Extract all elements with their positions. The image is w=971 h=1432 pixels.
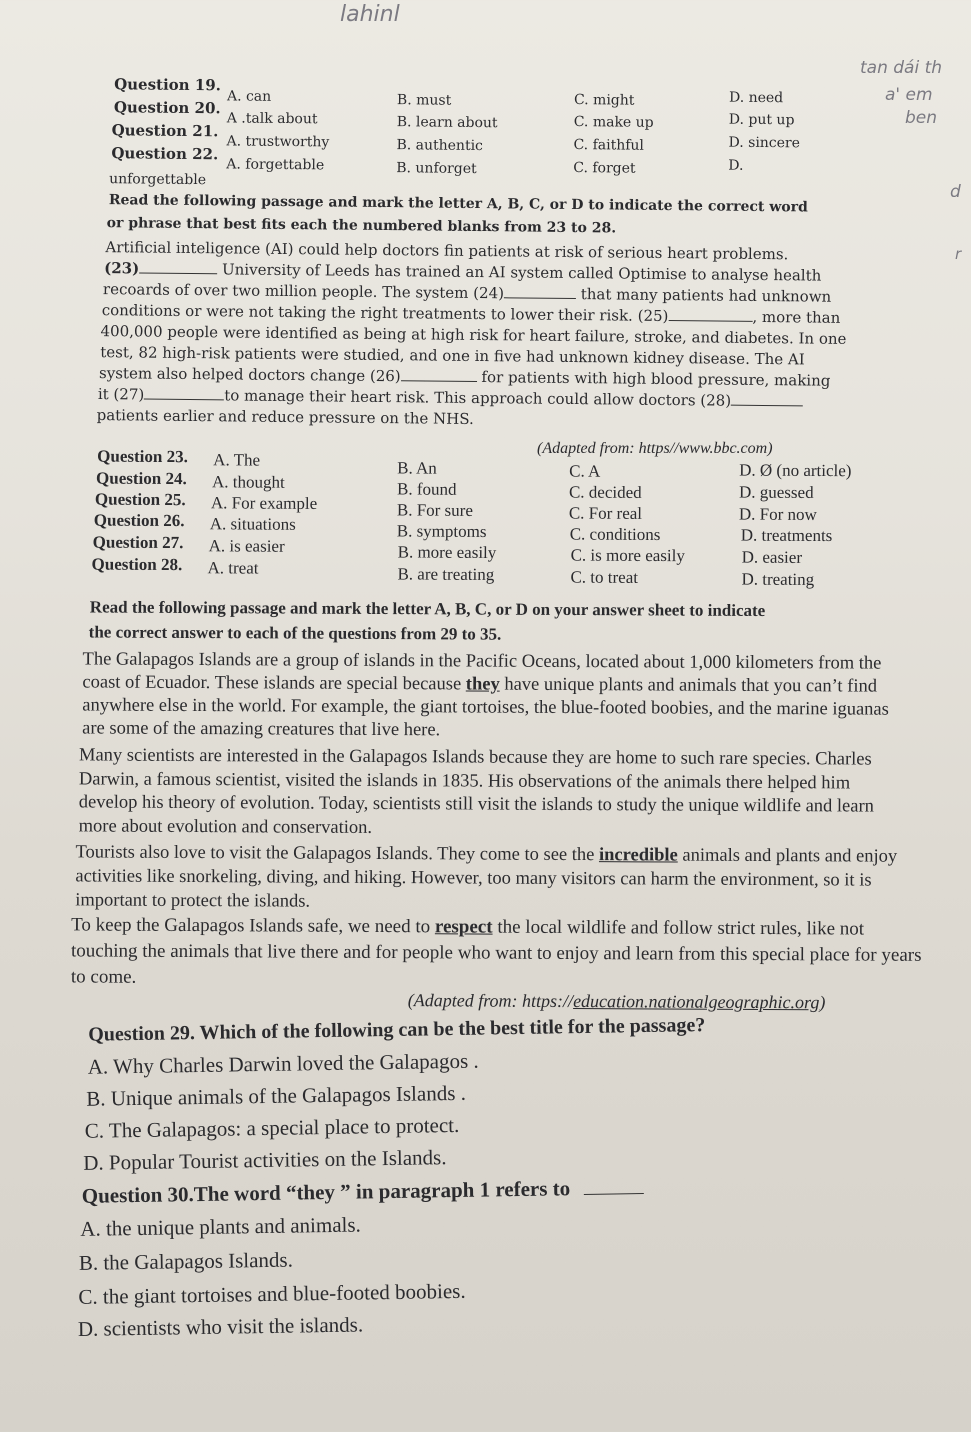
option-d: D.: [728, 157, 744, 174]
option-d: D. Ø (no article): [739, 460, 852, 481]
question-label: Question 28.: [91, 554, 183, 575]
blank-26: [401, 380, 477, 382]
instruction-line-2: the correct answer to each of the questions from 29 to 35.: [88, 622, 502, 644]
option-c: C. might: [573, 92, 635, 109]
option-d-continued: unforgettable: [109, 171, 207, 189]
instruction-line-1: Read the following passage and mark the letter A, B, C, or D on your answer sheet to indicate: [89, 597, 766, 621]
handwriting-side-2: ben: [905, 108, 938, 128]
option-b: B. are treating: [397, 564, 495, 585]
instruction-line-1: Read the following passage and mark the letter A, B, C, or D to indicate the correct word: [108, 192, 808, 216]
option-b: B. unforget: [396, 160, 477, 178]
option-d: D. sincere: [728, 134, 801, 152]
option-a: A. forgettable: [226, 156, 325, 174]
blank-30: [584, 1193, 644, 1195]
option-d: D. treatments: [740, 525, 833, 546]
paragraph-text: Tourists also love to visit the Galapagos Islands. They come to see the: [75, 842, 600, 866]
option-c: C. conditions: [569, 524, 661, 545]
question-label: Question 26.: [93, 510, 185, 531]
question-label: Question 21.: [111, 121, 219, 141]
question-label: Question 24.: [96, 468, 187, 489]
blank-28: [731, 405, 803, 407]
source-end: ): [819, 992, 826, 1013]
blank-27: [144, 399, 224, 401]
option-b: B. For sure: [396, 500, 473, 520]
option-c: C. faithful: [573, 137, 645, 154]
paragraph-text: the local wildlife and follow strict rules, like not touching the animals that live there and for people who want to enjoy and learn from this special place for years to come.: [70, 916, 922, 988]
word-incredible: incredible: [598, 845, 678, 866]
source-bbc: (Adapted from: https//www.bbc.com): [537, 440, 773, 457]
option-a: A. treat: [207, 558, 259, 578]
line-text: to manage their heart risk. This approach could allow doctors (28): [224, 386, 732, 410]
blank-23: [139, 272, 217, 274]
blank-24: [504, 297, 576, 299]
option-d: D. guessed: [738, 482, 814, 502]
option-b: B. learn about: [396, 114, 498, 132]
option-c: C. make up: [573, 114, 654, 131]
option-a: A. is easier: [208, 536, 285, 556]
question-30-option-d: D. scientists who visit the islands.: [77, 1312, 364, 1341]
handwriting-side-1: a' em: [885, 85, 933, 105]
blank-25: [668, 320, 752, 322]
question-label: Question 20.: [113, 98, 221, 118]
word-respect: respect: [434, 916, 493, 938]
source-link: education.nationalgeographic.org: [573, 991, 820, 1013]
question-29-option-c: C. The Galapagos: a special place to protect.: [84, 1112, 460, 1143]
source-label: (Adapted from: https://: [407, 990, 574, 1012]
paragraph-text: To keep the Galapagos Islands safe, we need to: [71, 914, 435, 938]
option-a: A. can: [226, 88, 272, 105]
option-c: C. decided: [568, 482, 642, 502]
paragraph-1: [82, 648, 900, 744]
question-30-option-a: A. the unique plants and animals.: [80, 1212, 361, 1241]
paragraph-2: Many scientists are interested in the Galapagos Islands because they are home to such rare species. Charles Darwin, a famous scientist, visited the islands in 1835. His observations of the animals there helped him develop his theory of evolution. Today, scientists still visit the islands to study the unique wildlife and learn more about evolution and conservation.: [78, 745, 874, 838]
blank-23-text: University of Leeds has trained an AI system called Optimise to analyse health: [221, 260, 822, 285]
option-c: C. For real: [568, 503, 643, 523]
option-c: C. A: [569, 461, 601, 481]
line-text: conditions or were not taking the right treatments to lower their risk. (25): [101, 301, 669, 326]
paragraph-text: have unique plants and animals that you can’t find anywhere else in the world. For example, the giant tortoises, the blue-footed boobies, and the marine iguanas are some of the amazing creatures that live here.: [82, 674, 889, 741]
option-b: B. more easily: [397, 542, 497, 563]
question-30-stem-line: [82, 1175, 644, 1209]
line-text: system also helped doctors change (26): [99, 364, 401, 386]
option-c: C. is more easily: [570, 545, 685, 566]
question-label: Question 25.: [94, 489, 186, 510]
option-a: A. For example: [210, 493, 318, 513]
option-d: D. easier: [741, 547, 803, 567]
passage-line: patients earlier and reduce pressure on the NHS.: [96, 406, 474, 428]
option-a: A. situations: [209, 514, 296, 534]
question-label: Question 27.: [92, 532, 184, 553]
paragraph-3: [75, 840, 911, 916]
line-text: recoards of over two million people. The system (24): [102, 280, 505, 303]
question-30-stem: Question 30.The word “they ” in paragraph 1 refers to: [81, 1176, 571, 1208]
paragraph-4: [71, 912, 923, 994]
question-30-option-b: B. the Galapagos Islands.: [78, 1247, 294, 1275]
option-a: A. The: [213, 450, 261, 470]
line-text: for patients with high blood pressure, making: [481, 368, 831, 390]
option-c: C. to treat: [570, 567, 639, 587]
word-they: they: [465, 674, 500, 695]
handwriting-side-4: r: [955, 245, 962, 263]
line-text: it (27): [97, 385, 145, 404]
blank-23-number: (23): [104, 259, 140, 278]
handwriting-top-left: lahinl: [340, 2, 400, 27]
line-text: , more than: [752, 307, 841, 327]
option-b: B. symptoms: [396, 521, 487, 541]
paragraph-text: animals and plants and enjoy activities like snorkeling, diving, and hiking. However, too many visitors can harm the environment, so it is important to protect the islands.: [75, 845, 898, 912]
option-a: A. thought: [212, 472, 285, 492]
paragraph-text: The Galapagos Islands are a group of islands in the Pacific Oceans, located about 1,000 kilometers from the coast of Ecuador. These islands are special because: [82, 649, 882, 695]
question-29-option-d: D. Popular Tourist activities on the Islands.: [83, 1145, 447, 1175]
option-d: D. treating: [741, 569, 815, 589]
option-b: B. must: [396, 92, 452, 109]
option-c: C. forget: [573, 160, 636, 177]
question-label: Question 22.: [111, 144, 219, 164]
question-30-option-c: C. the giant tortoises and blue-footed boobies.: [78, 1278, 466, 1309]
option-b: B. An: [397, 458, 437, 478]
option-b: B. found: [396, 479, 457, 499]
question-29-option-a: A. Why Charles Darwin loved the Galapagos .: [87, 1048, 479, 1079]
option-b: B. authentic: [396, 137, 484, 155]
passage-line: Artificial inteligence (AI) could help doctors fin patients at risk of serious heart problems.: [105, 238, 789, 264]
source-natgeo: [408, 990, 826, 1013]
handwriting-top-right: tan dái th: [860, 58, 943, 78]
handwriting-side-3: d: [950, 182, 961, 202]
question-29-stem: Question 29. Which of the following can be the best title for the passage?: [88, 1014, 706, 1046]
question-label: Question 23.: [97, 446, 188, 467]
instruction-line-2: or phrase that best fits each the numbered blanks from 23 to 28.: [106, 215, 617, 237]
passage-line: test, 82 high-risk patients were studied, and one in five had unknown kidney disease. The AI: [100, 343, 805, 369]
line-text: that many patients had unknown: [580, 285, 832, 306]
passage-line: 400,000 people were identified as being at high risk for heart failure, stroke, and diabetes. In one: [100, 322, 847, 348]
question-29-option-b: B. Unique animals of the Galapagos Islands .: [86, 1080, 467, 1111]
option-a: A. trustworthy: [226, 133, 330, 151]
question-label: Question 19.: [114, 75, 222, 95]
option-d: D. put up: [728, 111, 795, 129]
option-a: A .talk about: [226, 110, 318, 128]
option-d: D. For now: [738, 504, 817, 524]
option-d: D. need: [728, 89, 784, 107]
